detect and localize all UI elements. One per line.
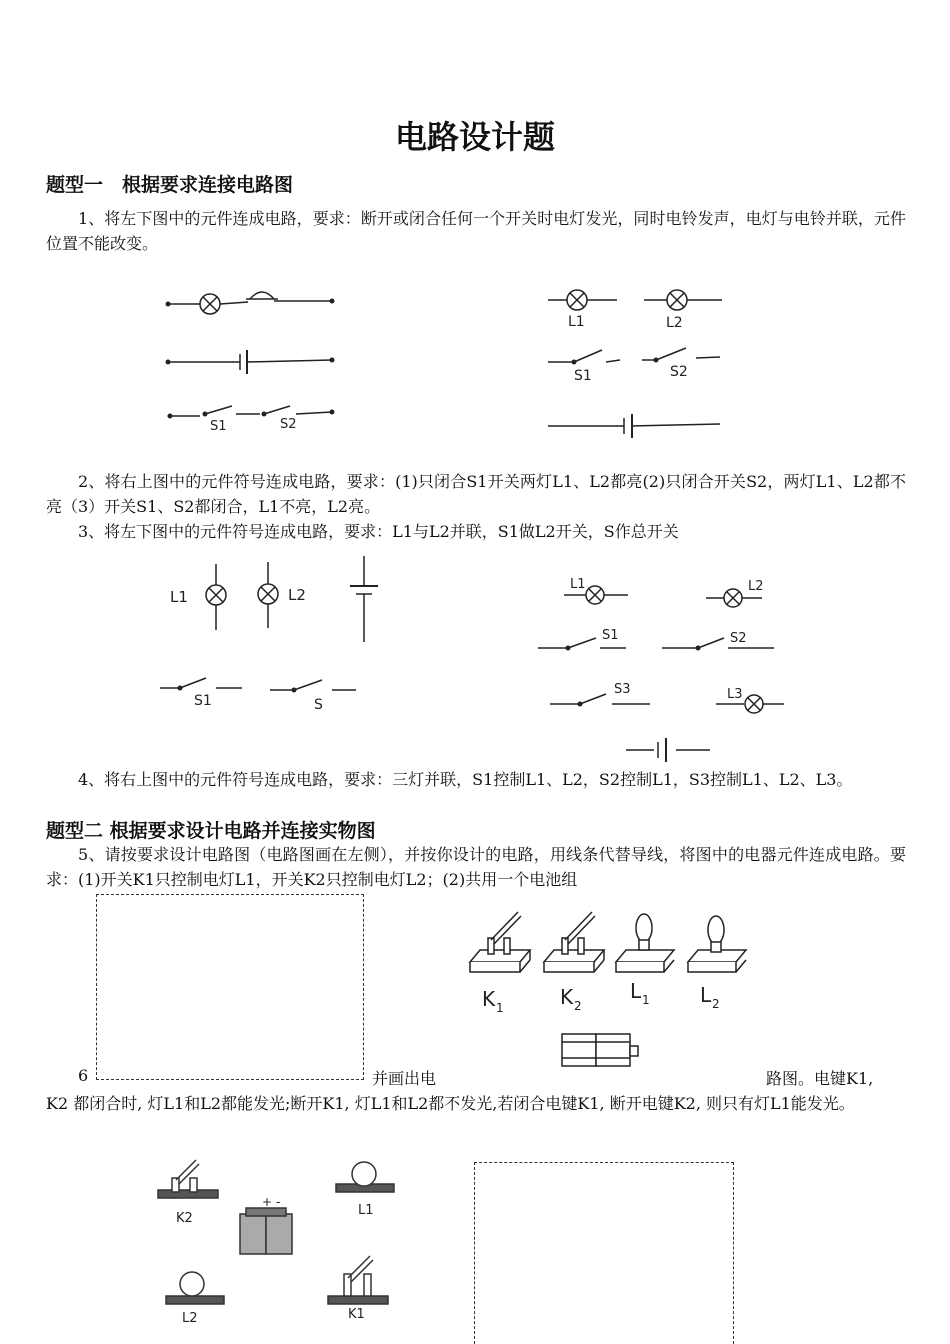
minus-sign: - bbox=[276, 1195, 281, 1209]
label-k2: K bbox=[560, 985, 574, 1009]
label-s1: S1 bbox=[210, 419, 227, 434]
question-2: 2、将右上图中的元件符号连成电路，要求：(1)只闭合S1开关两灯L1、L2都亮(2)只闭合开关S2，两灯L1、L2都不亮（3）开关S1、S2都闭合，L1不亮，L2亮。 bbox=[46, 472, 906, 516]
label-l2: L2 bbox=[288, 586, 306, 604]
label-k1: K bbox=[482, 987, 496, 1011]
figure-3-objects bbox=[460, 900, 760, 1080]
figure-2-left bbox=[150, 550, 390, 720]
label-l1: L bbox=[630, 979, 642, 1003]
label-k1-sub: 1 bbox=[496, 1001, 504, 1015]
label-l3: L3 bbox=[727, 687, 743, 702]
question-5: 5、请按要求设计电路图（电路图画在左侧），并按你设计的电路，用线条代替导线，将图中的电器元件连成电路。要求：(1)开关K1只控制电灯L1，开关K2只控制电灯L2；(2)共用一个电池组 bbox=[46, 845, 906, 889]
label-s3: S3 bbox=[614, 682, 631, 697]
answer-box-right[interactable] bbox=[474, 1162, 734, 1344]
label-k2: K2 bbox=[176, 1211, 193, 1226]
label-s1: S1 bbox=[194, 693, 212, 709]
label-k2-sub: 2 bbox=[574, 999, 582, 1013]
document-title: 电路设计题 bbox=[394, 118, 555, 156]
question-3: 3、将左下图中的元件符号连成电路，要求：L1与L2并联，S1做L2开关，S作总开关 bbox=[78, 522, 679, 541]
figure-4-objects bbox=[150, 1152, 410, 1332]
answer-box-left[interactable] bbox=[96, 894, 364, 1080]
label-s: S bbox=[314, 697, 323, 713]
label-l1: L1 bbox=[358, 1203, 374, 1218]
question-4: 4、将右上图中的元件符号连成电路，要求：三灯并联，S1控制L1、L2，S2控制L1，S3控制L1、L2、L3。 bbox=[78, 770, 853, 789]
question-6-end: 路图。电键K1, bbox=[766, 1069, 874, 1088]
question-6-mid: 并画出电 bbox=[372, 1069, 437, 1088]
label-s2: S2 bbox=[670, 364, 688, 380]
label-l1-sub: 1 bbox=[642, 993, 650, 1007]
question-6: K2 都闭合时, 灯L1和L2都能发光;断开K1, 灯L1和L2都不发光,若闭合电键K1, 断开电键K2, 则只有灯L1能发光。 bbox=[46, 1094, 855, 1113]
label-l2-sub: 2 bbox=[712, 997, 720, 1011]
section1-heading: 题型一 根据要求连接电路图 bbox=[46, 174, 294, 196]
label-l2: L bbox=[700, 983, 712, 1007]
label-l2: L2 bbox=[748, 579, 764, 594]
label-s1: S1 bbox=[602, 628, 619, 643]
label-k1: K1 bbox=[348, 1307, 365, 1322]
label-l2: L2 bbox=[182, 1311, 198, 1326]
label-l2: L2 bbox=[666, 315, 683, 331]
figure-1-right bbox=[540, 282, 740, 442]
section2-heading: 题型二 根据要求设计电路并连接实物图 bbox=[46, 820, 376, 842]
question-6-number: 6 bbox=[78, 1066, 89, 1085]
label-s2: S2 bbox=[280, 417, 297, 432]
figure-1-left bbox=[150, 280, 350, 440]
label-s1: S1 bbox=[574, 368, 592, 384]
plus-sign: + bbox=[262, 1195, 273, 1209]
label-l1: L1 bbox=[568, 314, 585, 330]
label-l1: L1 bbox=[170, 588, 188, 606]
label-s2: S2 bbox=[730, 631, 747, 646]
label-l1: L1 bbox=[570, 577, 586, 592]
question-1: 1、将左下图中的元件连成电路，要求：断开或闭合任何一个开关时电灯发光，同时电铃发声，电灯与电铃并联，元件位置不能改变。 bbox=[46, 209, 906, 253]
figure-2-right bbox=[530, 572, 790, 762]
